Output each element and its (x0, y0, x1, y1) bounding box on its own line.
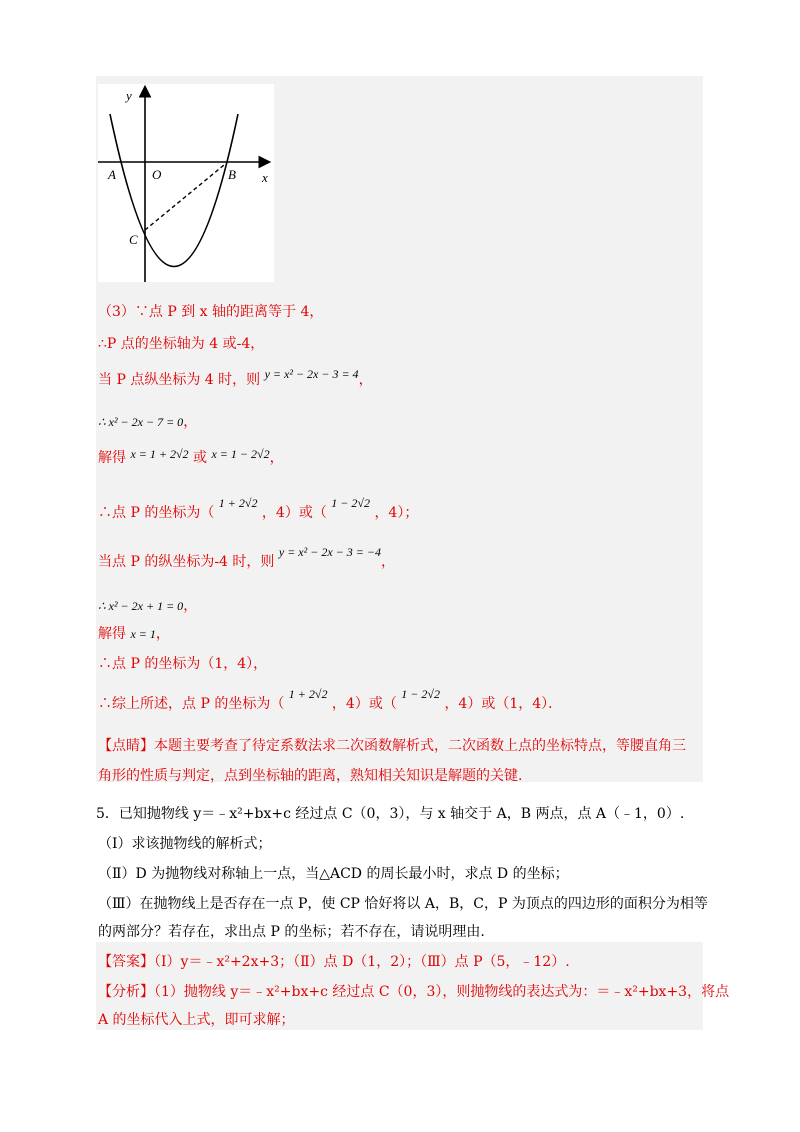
equation: y = x² − 2x − 3 = −4 (278, 545, 381, 559)
analysis-line-2: A 的坐标代入上式，即可求解； (98, 1012, 295, 1028)
equation: x = 1 (130, 627, 156, 641)
solution-line-2: ∴P 点的坐标轴为 4 或-4， (98, 336, 265, 352)
x-axis-label: x (262, 170, 268, 185)
problem-part-1: （I）求该抛物线的解析式； (98, 836, 272, 852)
solution-line-10: ∴点 P 的坐标为（1，4）， (98, 656, 268, 672)
problem-part-2: （Ⅱ）D 为抛物线对称轴上一点，当△ACD 的周长最小时，求点 D 的坐标； (98, 866, 569, 882)
solution-line-11: ∴综上所述，点 P 的坐标为（ 1 + 2√2 ，4）或（ 1 − 2√2 ，4）或（1，4）． (98, 687, 563, 712)
problem-part-3-cont: 的两部分？若存在，求出点 P 的坐标；若不存在，请说明理由. (98, 924, 485, 940)
point-c-label: C (129, 232, 138, 247)
solution-line-5: 解得 x = 1 + 2√2 或 x = 1 − 2√2， (98, 447, 284, 466)
solution-line-9: 解得 x = 1， (98, 626, 170, 642)
parabola-graph (98, 84, 274, 282)
equation: x = 1 + 2√2 (130, 447, 189, 461)
equation: y = x² − 2x − 3 = 4 (264, 367, 359, 381)
analysis-line-1: 【分析】（1）抛物线 y＝﹣x²+bx+c 经过点 C（0，3），则抛物线的表达式为：＝﹣x²+bx+3，将点 (98, 984, 730, 1000)
point-b-label: B (228, 167, 236, 182)
solution-line-8: ∴ x² − 2x + 1 = 0， (98, 598, 198, 614)
problem-part-3: （Ⅲ）在抛物线上是否存在一点 P，使 CP 恰好将以 A，B，C，P 为顶点的四边形的面积分为相等 (98, 896, 708, 912)
point-a-label: A (108, 167, 116, 182)
solution-line-1: （3）∵点 P 到 x 轴的距离等于 4， (98, 304, 324, 320)
equation: 1 + 2√2 (288, 687, 328, 701)
solution-line-6: ∴点 P 的坐标为（ 1 + 2√2 ，4）或（ 1 − 2√2 ，4）； (98, 496, 419, 521)
equation: 1 − 2√2 (401, 687, 440, 701)
solution-line-3: 当 P 点纵坐标为 4 时，则 y = x² − 2x − 3 = 4， (98, 367, 373, 388)
comment-line-2: 角形的性质与判定，点到坐标轴的距离，熟知相关知识是解题的关键. (98, 768, 523, 784)
comment-line-1: 【点睛】本题主要考查了待定系数法求二次函数解析式，二次函数上点的坐标特点，等腰直角三 (98, 738, 686, 754)
answer-line: 【答案】（I）y＝﹣x²+2x+3；（Ⅱ）点 D（1，2）；（Ⅲ）点 P（5，﹣12）. (98, 954, 570, 970)
y-axis-label: y (126, 88, 132, 103)
solution-line-7: 当点 P 的纵坐标为-4 时，则 y = x² − 2x − 3 = −4， (98, 545, 395, 570)
equation: x = 1 − 2√2 (211, 447, 270, 461)
solution-line-4: ∴ x² − 2x − 7 = 0， (98, 414, 198, 430)
equation: ∴ x² − 2x − 7 = 0 (98, 415, 184, 429)
problem-statement: 5．已知抛物线 y＝﹣x²+bx+c 经过点 C（0，3），与 x 轴交于 A，B 两点，点 A（﹣1，0）. (96, 806, 685, 822)
parabola-figure (98, 84, 274, 282)
point-o-label: O (152, 167, 162, 182)
equation: 1 + 2√2 (218, 496, 258, 510)
equation: ∴ x² − 2x + 1 = 0 (98, 599, 184, 613)
equation: 1 − 2√2 (331, 496, 370, 510)
